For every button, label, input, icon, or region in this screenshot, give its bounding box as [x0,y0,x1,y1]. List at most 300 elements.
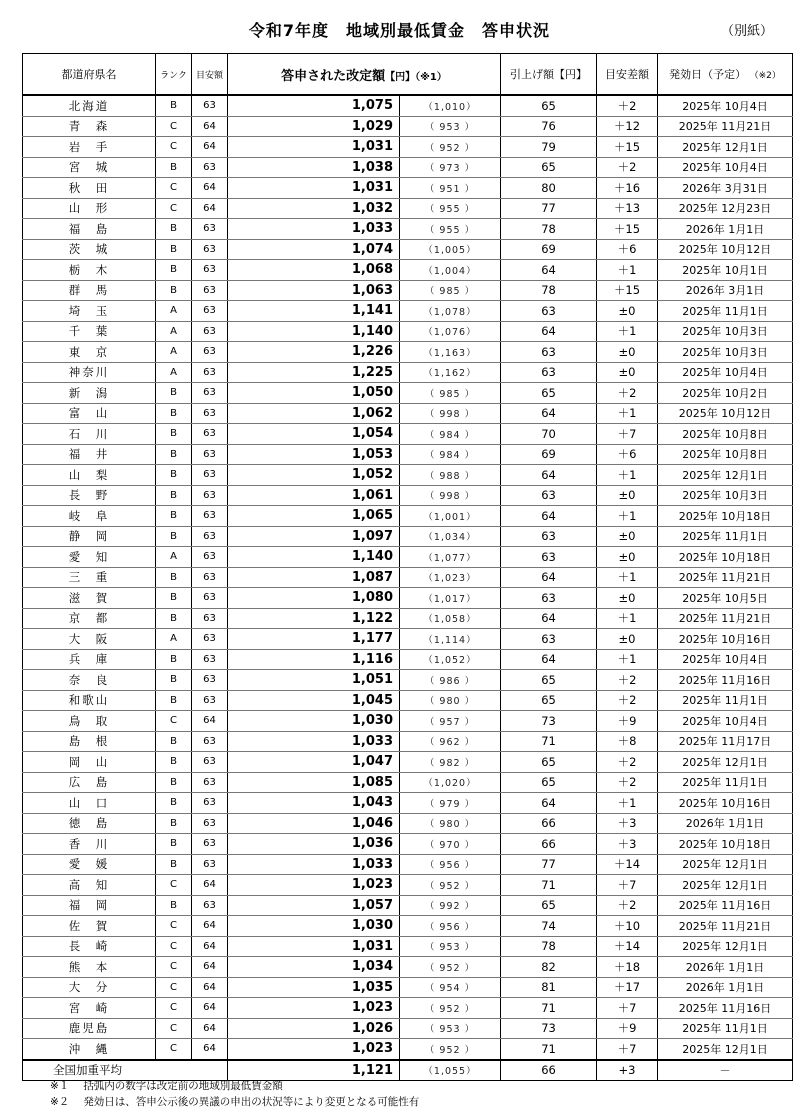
table-cell-amount: 1,226 [228,342,400,363]
table-cell-raise: 63 [501,526,597,547]
table-cell-date: 2025年 10月3日 [658,321,793,342]
table-cell-pref: 香 川 [23,834,156,855]
table-cell-raise: 66 [501,834,597,855]
table-cell-meyasu: 63 [192,649,228,670]
table-cell-rank: B [156,95,192,116]
table-cell-meyasu: 63 [192,793,228,814]
table-cell-amount: 1,036 [228,834,400,855]
table-row [23,977,793,998]
table-cell-date: 2025年 12月1日 [658,875,793,896]
table-cell-meyasu: 63 [192,567,228,588]
table-row [23,690,793,711]
table-cell-diff: ＋1 [597,465,658,486]
table-cell-pref: 滋 賀 [23,588,156,609]
table-cell-meyasu: 63 [192,629,228,650]
table-cell-pref: 山 口 [23,793,156,814]
table-cell-pref: 熊 本 [23,957,156,978]
table-cell-pref: 千 葉 [23,321,156,342]
table-cell-date: 2025年 10月16日 [658,629,793,650]
table-cell-diff: ＋15 [597,219,658,240]
table-cell-diff: ＋7 [597,1039,658,1060]
table-cell-meyasu: 63 [192,280,228,301]
table-cell-date: 2025年 12月1日 [658,137,793,158]
table-cell-rank: B [156,526,192,547]
table-cell-raise: 65 [501,157,597,178]
table-cell-prev: （ 962 ） [400,731,501,752]
table-cell-meyasu: 64 [192,1039,228,1060]
table-cell-meyasu: 63 [192,506,228,527]
table-cell-meyasu: 63 [192,424,228,445]
table-cell-meyasu: 64 [192,198,228,219]
table-cell-date: 2025年 10月5日 [658,588,793,609]
average-date: － [658,1060,793,1081]
table-cell-pref: 静 岡 [23,526,156,547]
table-cell-raise: 82 [501,957,597,978]
table-cell-diff: ＋1 [597,260,658,281]
table-cell-pref: 愛 媛 [23,854,156,875]
table-cell-rank: B [156,690,192,711]
table-cell-meyasu: 63 [192,670,228,691]
table-cell-pref: 愛 知 [23,547,156,568]
table-cell-raise: 65 [501,95,597,116]
table-cell-date: 2025年 12月23日 [658,198,793,219]
table-cell-amount: 1,085 [228,772,400,793]
table-cell-date: 2025年 11月1日 [658,690,793,711]
table-cell-prev: （ 952 ） [400,1039,501,1060]
header-amount [228,54,501,96]
table-cell-amount: 1,063 [228,280,400,301]
table-cell-rank: B [156,793,192,814]
table-row [23,239,793,260]
table-cell-amount: 1,023 [228,1039,400,1060]
table-cell-diff: ＋6 [597,444,658,465]
table-cell-meyasu: 63 [192,608,228,629]
table-cell-raise: 64 [501,608,597,629]
table-cell-amount: 1,141 [228,301,400,322]
table-cell-diff: ＋1 [597,321,658,342]
average-raise: 66 [501,1060,597,1081]
table-cell-date: 2025年 11月17日 [658,731,793,752]
table-row [23,342,793,363]
table-cell-rank: C [156,1039,192,1060]
table-cell-prev: （1,163） [400,342,501,363]
table-cell-meyasu: 64 [192,875,228,896]
table-row [23,137,793,158]
table-cell-diff: ＋12 [597,116,658,137]
table-cell-date: 2025年 12月1日 [658,465,793,486]
table-cell-amount: 1,140 [228,321,400,342]
table-cell-meyasu: 64 [192,936,228,957]
table-cell-raise: 63 [501,547,597,568]
table-row [23,649,793,670]
table-cell-amount: 1,116 [228,649,400,670]
table-cell-amount: 1,074 [228,239,400,260]
table-cell-amount: 1,023 [228,875,400,896]
table-cell-pref: 大 分 [23,977,156,998]
table-cell-rank: B [156,670,192,691]
average-label: 全国加重平均 [23,1060,228,1081]
table-cell-meyasu: 63 [192,342,228,363]
table-row [23,957,793,978]
table-cell-prev: （1,052） [400,649,501,670]
table-cell-amount: 1,053 [228,444,400,465]
table-cell-date: 2025年 11月21日 [658,916,793,937]
footnote-mark: ※２ [50,1096,70,1108]
table-cell-diff: ＋6 [597,239,658,260]
table-cell-amount: 1,054 [228,424,400,445]
table-row [23,629,793,650]
table-cell-pref: 京 都 [23,608,156,629]
table-cell-amount: 1,062 [228,403,400,424]
table-cell-raise: 79 [501,137,597,158]
table-cell-diff: ＋14 [597,936,658,957]
table-row [23,219,793,240]
table-cell-date: 2025年 11月16日 [658,895,793,916]
table-cell-pref: 山 梨 [23,465,156,486]
table-cell-pref: 埼 玉 [23,301,156,322]
table-cell-diff: ＋1 [597,506,658,527]
table-cell-date: 2025年 10月18日 [658,547,793,568]
table-cell-pref: 富 山 [23,403,156,424]
table-row [23,444,793,465]
table-cell-date: 2025年 11月21日 [658,608,793,629]
table-cell-raise: 65 [501,752,597,773]
table-cell-pref: 島 根 [23,731,156,752]
table-cell-amount: 1,046 [228,813,400,834]
table-cell-raise: 71 [501,1039,597,1060]
table-cell-date: 2025年 10月12日 [658,239,793,260]
table-cell-rank: B [156,444,192,465]
table-cell-meyasu: 63 [192,895,228,916]
table-cell-date: 2025年 11月1日 [658,301,793,322]
table-cell-amount: 1,068 [228,260,400,281]
table-cell-pref: 茨 城 [23,239,156,260]
table-cell-pref: 北海道 [23,95,156,116]
table-cell-rank: B [156,157,192,178]
table-header-row [23,54,793,96]
table-cell-date: 2025年 10月4日 [658,649,793,670]
table-cell-meyasu: 63 [192,383,228,404]
table-cell-prev: （1,004） [400,260,501,281]
table-cell-diff: ±0 [597,629,658,650]
table-cell-prev: （ 984 ） [400,444,501,465]
table-cell-diff: ＋2 [597,670,658,691]
table-cell-pref: 奈 良 [23,670,156,691]
table-row [23,424,793,445]
attachment-label: （別紙） [720,24,773,39]
table-cell-rank: A [156,342,192,363]
table-cell-prev: （ 952 ） [400,998,501,1019]
table-cell-pref: 佐 賀 [23,916,156,937]
table-cell-raise: 71 [501,875,597,896]
table-cell-pref: 鳥 取 [23,711,156,732]
table-cell-diff: ＋18 [597,957,658,978]
table-cell-pref: 福 井 [23,444,156,465]
table-cell-meyasu: 63 [192,547,228,568]
table-cell-prev: （ 998 ） [400,403,501,424]
table-cell-meyasu: 64 [192,116,228,137]
table-cell-prev: （ 952 ） [400,137,501,158]
footnote-mark: ※１ [50,1080,70,1092]
table-cell-meyasu: 63 [192,403,228,424]
table-row [23,526,793,547]
table-cell-amount: 1,045 [228,690,400,711]
table-cell-amount: 1,051 [228,670,400,691]
table-cell-prev: （ 973 ） [400,157,501,178]
table-cell-prev: （1,010） [400,95,501,116]
header-raise: 引上げ額【円】 [501,54,597,96]
table-cell-diff: ＋9 [597,1018,658,1039]
table-row [23,834,793,855]
table-cell-meyasu: 64 [192,137,228,158]
table-cell-date: 2026年 3月31日 [658,178,793,199]
table-cell-rank: C [156,936,192,957]
table-cell-raise: 65 [501,690,597,711]
table-row [23,998,793,1019]
table-cell-rank: C [156,198,192,219]
table-cell-prev: （1,078） [400,301,501,322]
table-cell-meyasu: 63 [192,485,228,506]
table-row [23,95,793,116]
table-cell-date: 2025年 10月3日 [658,342,793,363]
average-amount: 1,121 [228,1060,400,1081]
table-cell-meyasu: 63 [192,526,228,547]
table-cell-pref: 岡 山 [23,752,156,773]
table-cell-prev: （ 955 ） [400,219,501,240]
table-row [23,936,793,957]
table-cell-date: 2025年 10月4日 [658,362,793,383]
table-cell-raise: 78 [501,280,597,301]
footnote-text: 発効日は、答申公示後の異議の申出の状況等により変更となる可能性有 [83,1096,420,1108]
table-cell-diff: ＋2 [597,895,658,916]
table-cell-prev: （1,023） [400,567,501,588]
table-cell-meyasu: 63 [192,260,228,281]
table-cell-pref: 沖 縄 [23,1039,156,1060]
table-cell-rank: B [156,280,192,301]
table-row [23,670,793,691]
table-cell-amount: 1,033 [228,854,400,875]
table-cell-rank: C [156,711,192,732]
table-cell-rank: B [156,608,192,629]
table-row [23,465,793,486]
table-cell-raise: 64 [501,403,597,424]
table-cell-meyasu: 64 [192,711,228,732]
table-cell-meyasu: 63 [192,834,228,855]
header-amount-unit: 【円】 [385,71,416,83]
table-cell-raise: 63 [501,301,597,322]
table-cell-diff: ＋2 [597,772,658,793]
table-row [23,321,793,342]
table-cell-pref: 栃 木 [23,260,156,281]
table-cell-raise: 65 [501,383,597,404]
table-cell-prev: （ 998 ） [400,485,501,506]
table-row [23,362,793,383]
table-cell-raise: 76 [501,116,597,137]
table-cell-rank: B [156,424,192,445]
table-cell-prev: （1,017） [400,588,501,609]
table-cell-diff: ±0 [597,526,658,547]
table-cell-rank: B [156,813,192,834]
table-cell-date: 2025年 12月1日 [658,752,793,773]
header-amount-label: 答申された改定額 [281,68,386,84]
table-cell-diff: ＋1 [597,567,658,588]
table-cell-meyasu: 63 [192,854,228,875]
table-cell-raise: 64 [501,567,597,588]
table-cell-date: 2025年 12月1日 [658,1039,793,1060]
table-cell-date: 2025年 10月16日 [658,793,793,814]
table-cell-raise: 64 [501,465,597,486]
table-row [23,178,793,199]
table-cell-diff: ＋14 [597,854,658,875]
average-prev: （1,055） [400,1060,501,1081]
table-cell-amount: 1,033 [228,219,400,240]
table-cell-amount: 1,030 [228,711,400,732]
average-diff: +3 [597,1060,658,1081]
table-cell-raise: 81 [501,977,597,998]
table-cell-prev: （ 953 ） [400,116,501,137]
table-cell-prev: （1,162） [400,362,501,383]
table-cell-meyasu: 63 [192,752,228,773]
table-cell-diff: ±0 [597,362,658,383]
table-cell-diff: ＋15 [597,280,658,301]
table-cell-raise: 63 [501,362,597,383]
table-cell-prev: （ 954 ） [400,977,501,998]
header-amount-note: （※1） [415,71,447,83]
table-cell-meyasu: 63 [192,301,228,322]
table-cell-pref: 石 川 [23,424,156,445]
table-cell-amount: 1,029 [228,116,400,137]
table-cell-pref: 長 崎 [23,936,156,957]
header-diff: 目安差額 [597,54,658,96]
table-row [23,157,793,178]
table-cell-rank: A [156,321,192,342]
table-cell-pref: 秋 田 [23,178,156,199]
table-cell-pref: 大 阪 [23,629,156,650]
table-cell-amount: 1,057 [228,895,400,916]
table-cell-prev: （ 988 ） [400,465,501,486]
footnotes [50,1078,433,1110]
table-cell-prev: （ 951 ） [400,178,501,199]
table-cell-rank: C [156,178,192,199]
table-cell-pref: 広 島 [23,772,156,793]
table-cell-raise: 66 [501,813,597,834]
table-row [23,485,793,506]
page-title: 令和7年度 地域別最低賃金 答申状況 [248,21,551,40]
table-cell-diff: ＋8 [597,731,658,752]
table-row [23,916,793,937]
table-cell-prev: （1,077） [400,547,501,568]
table-cell-meyasu: 63 [192,239,228,260]
table-cell-amount: 1,050 [228,383,400,404]
table-cell-raise: 77 [501,854,597,875]
table-cell-rank: B [156,260,192,281]
footnote-2 [50,1094,433,1110]
table-cell-rank: B [156,649,192,670]
table-cell-date: 2025年 10月4日 [658,711,793,732]
table-cell-pref: 宮 崎 [23,998,156,1019]
table-cell-meyasu: 63 [192,321,228,342]
table-cell-prev: （1,076） [400,321,501,342]
table-cell-meyasu: 64 [192,916,228,937]
table-cell-diff: ＋2 [597,157,658,178]
table-cell-diff: ＋3 [597,813,658,834]
table-cell-pref: 徳 島 [23,813,156,834]
table-cell-diff: ＋1 [597,793,658,814]
table-row [23,793,793,814]
table-cell-date: 2025年 10月3日 [658,485,793,506]
table-cell-date: 2025年 11月21日 [658,116,793,137]
table-cell-rank: B [156,588,192,609]
table-cell-pref: 岩 手 [23,137,156,158]
table-cell-diff: ＋17 [597,977,658,998]
table-cell-prev: （ 956 ） [400,916,501,937]
table-cell-meyasu: 63 [192,690,228,711]
table-cell-prev: （ 970 ） [400,834,501,855]
table-cell-diff: ＋3 [597,834,658,855]
table-cell-diff: ±0 [597,301,658,322]
table-cell-date: 2025年 11月21日 [658,567,793,588]
table-cell-amount: 1,177 [228,629,400,650]
table-cell-meyasu: 64 [192,178,228,199]
table-cell-raise: 63 [501,588,597,609]
table-cell-amount: 1,122 [228,608,400,629]
table-cell-diff: ＋1 [597,649,658,670]
table-cell-diff: ＋2 [597,752,658,773]
table-row [23,813,793,834]
table-cell-date: 2026年 1月1日 [658,977,793,998]
table-row [23,547,793,568]
table-cell-raise: 70 [501,424,597,445]
table-cell-rank: B [156,239,192,260]
table-cell-meyasu: 63 [192,772,228,793]
table-row [23,608,793,629]
table-cell-rank: A [156,547,192,568]
table-cell-pref: 高 知 [23,875,156,896]
table-cell-prev: （1,001） [400,506,501,527]
table-cell-raise: 64 [501,793,597,814]
table-cell-prev: （ 955 ） [400,198,501,219]
table-cell-amount: 1,033 [228,731,400,752]
table-cell-meyasu: 63 [192,731,228,752]
table-body [23,95,793,1060]
header-pref: 都道府県名 [23,54,156,96]
table-cell-amount: 1,031 [228,137,400,158]
table-cell-diff: ±0 [597,588,658,609]
table-cell-date: 2025年 10月8日 [658,424,793,445]
table-cell-amount: 1,031 [228,178,400,199]
table-cell-date: 2025年 10月4日 [658,157,793,178]
table-cell-meyasu: 63 [192,813,228,834]
table-cell-pref: 福 島 [23,219,156,240]
table-cell-amount: 1,047 [228,752,400,773]
table-cell-rank: A [156,362,192,383]
table-cell-rank: B [156,403,192,424]
table-cell-prev: （ 979 ） [400,793,501,814]
table-row [23,506,793,527]
table-cell-date: 2025年 12月1日 [658,854,793,875]
table-cell-date: 2025年 10月4日 [658,95,793,116]
table-cell-raise: 74 [501,916,597,937]
table-cell-meyasu: 63 [192,219,228,240]
table-cell-meyasu: 63 [192,465,228,486]
table-cell-amount: 1,061 [228,485,400,506]
table-row [23,198,793,219]
table-cell-date: 2025年 10月2日 [658,383,793,404]
table-cell-rank: B [156,506,192,527]
table-cell-prev: （ 986 ） [400,670,501,691]
header-rank: ランク [156,54,192,96]
table-cell-raise: 73 [501,1018,597,1039]
